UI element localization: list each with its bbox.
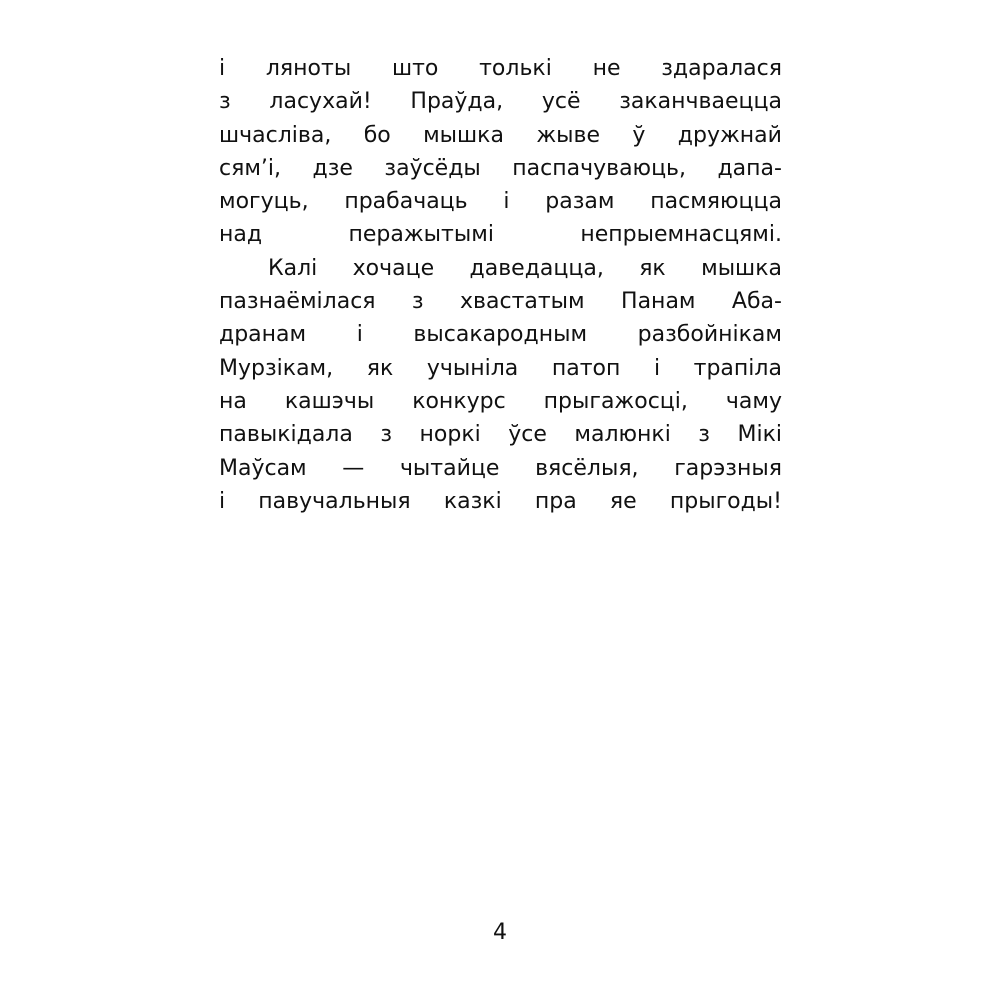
word: з bbox=[698, 422, 710, 448]
text-line bbox=[219, 52, 782, 85]
word: разбойнікам bbox=[637, 322, 782, 348]
word: здаралася bbox=[661, 56, 782, 81]
word: хвастатым bbox=[460, 289, 585, 315]
word: Калі bbox=[268, 255, 318, 281]
word: з bbox=[219, 89, 231, 115]
word: Мурзікам, bbox=[219, 355, 334, 381]
word: мышка bbox=[423, 122, 504, 148]
word: Маўсам bbox=[219, 455, 307, 481]
word: трапіла bbox=[693, 355, 782, 381]
word: разам bbox=[545, 189, 615, 215]
word: даведацца, bbox=[469, 255, 604, 281]
word: казкі bbox=[443, 488, 502, 514]
word: пра bbox=[534, 488, 577, 514]
word: мышка bbox=[701, 255, 782, 281]
word: павучальныя bbox=[258, 488, 411, 514]
word: хочаце bbox=[352, 255, 435, 281]
word: прыгажосці, bbox=[543, 388, 688, 414]
word: над bbox=[219, 222, 263, 248]
word: пазнаёмілася bbox=[219, 289, 376, 315]
word: дружнай bbox=[677, 122, 782, 148]
word: шчасліва, bbox=[219, 122, 332, 148]
word: чаму bbox=[725, 388, 782, 414]
word: высакародным bbox=[413, 322, 588, 348]
word: вясёлыя, bbox=[535, 455, 639, 481]
word: перажытымі bbox=[348, 222, 494, 248]
word: заўсёды bbox=[384, 155, 481, 181]
word: чытайце bbox=[399, 455, 500, 481]
word: што bbox=[391, 56, 439, 81]
word: — bbox=[342, 455, 365, 481]
word: і bbox=[356, 322, 363, 348]
word: ляноты bbox=[265, 56, 352, 81]
text-line bbox=[219, 252, 782, 285]
word: з bbox=[411, 289, 424, 315]
word: пасмяюцца bbox=[650, 189, 782, 215]
text-line bbox=[219, 385, 782, 418]
word: патоп bbox=[551, 355, 621, 381]
word: гарэзныя bbox=[674, 455, 782, 481]
text-line bbox=[219, 318, 782, 351]
word: як bbox=[366, 355, 394, 381]
page-number: 4 bbox=[493, 920, 507, 945]
word: Праўда, bbox=[410, 89, 504, 115]
text-line bbox=[219, 218, 782, 251]
text-line bbox=[219, 452, 782, 485]
word: непрыемнасцямі. bbox=[580, 222, 782, 248]
word: як bbox=[639, 255, 666, 281]
word: ўсе bbox=[508, 422, 547, 448]
word: толькі bbox=[479, 56, 552, 81]
body-text bbox=[219, 52, 782, 518]
word: прыгоды! bbox=[669, 488, 782, 514]
word: норкі bbox=[419, 422, 481, 448]
word: яе bbox=[609, 488, 637, 514]
word: бо bbox=[363, 122, 391, 148]
text-line bbox=[219, 119, 782, 152]
word: і bbox=[653, 355, 661, 381]
text-line bbox=[219, 418, 782, 451]
word: дранам bbox=[219, 322, 307, 348]
text-line bbox=[219, 152, 782, 185]
word: сям’і, bbox=[219, 155, 282, 181]
word: паспачуваюць, bbox=[512, 155, 687, 181]
word: з bbox=[380, 422, 393, 448]
word: Мікі bbox=[737, 422, 782, 448]
word: дапа- bbox=[717, 155, 782, 181]
word: малюнкі bbox=[574, 422, 671, 448]
word: і bbox=[503, 189, 510, 215]
word: жыве bbox=[536, 122, 601, 148]
word: павыкідала bbox=[219, 422, 353, 448]
word: не bbox=[592, 56, 621, 81]
text-line bbox=[219, 485, 782, 518]
word: конкурс bbox=[412, 388, 506, 414]
word: ласухай! bbox=[269, 89, 372, 115]
word: учыніла bbox=[426, 355, 519, 381]
word: могуць, bbox=[219, 189, 309, 215]
word: на bbox=[219, 388, 247, 414]
word: заканчваецца bbox=[619, 89, 782, 115]
word: і bbox=[219, 56, 226, 81]
word: прабачаць bbox=[344, 189, 468, 215]
word: дзе bbox=[312, 155, 353, 181]
text-line bbox=[219, 285, 782, 318]
text-line bbox=[219, 85, 782, 118]
word: усё bbox=[541, 89, 581, 115]
text-line bbox=[219, 185, 782, 218]
word: кашэчы bbox=[284, 388, 375, 414]
text-line bbox=[219, 352, 782, 385]
word: і bbox=[219, 488, 226, 514]
word: Панам bbox=[621, 289, 696, 315]
word: Аба- bbox=[731, 289, 782, 315]
word: ў bbox=[632, 122, 646, 148]
